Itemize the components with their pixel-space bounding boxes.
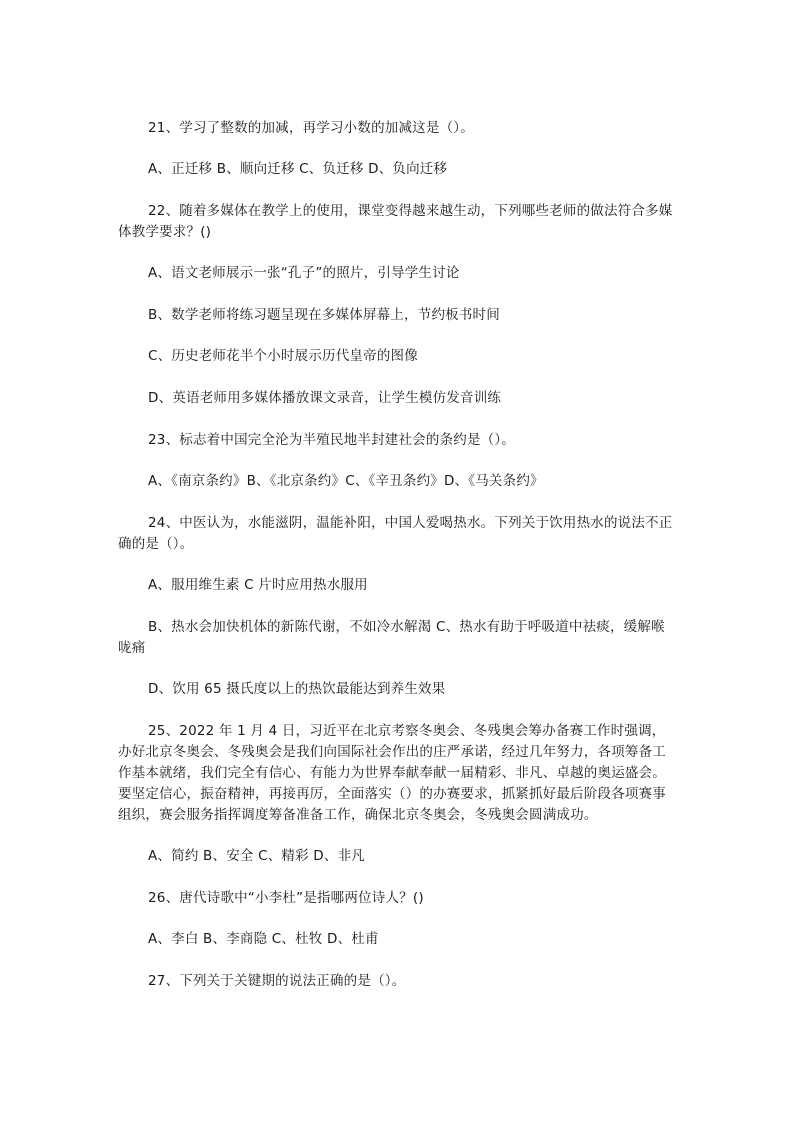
option-24-a: A、服用维生素 C 片时应用热水服用 (148, 577, 368, 593)
option-22-b: B、数学老师将练习题呈现在多媒体屏幕上，节约板书时间 (148, 307, 500, 323)
question-21: 21、学习了整数的加减，再学习小数的加减这是（）。 (148, 120, 474, 136)
options-21: A、正迁移 B、顺向迁移 C、负迁移 D、负向迁移 (148, 161, 448, 177)
question-25: 25、2022 年 1 月 4 日，习近平在北京考察冬奥会、冬残奥会筹办备赛工作时强调，办好北京冬奥会、冬残奥会是我们向国际社会作出的庄严承诺，经过几年努力，各项筹备工作基本就绪，我们完全有信心、有能力为世界奉献奉献一届精彩、非凡、卓越的奥运盛会。要坚定信心，振奋精神，再接再厉，全面落实（）的办赛要求，抓紧抓好最后阶段各项赛事组织，赛会服务指挥调度筹备准备工作，确保北京冬奥会，冬残奥会圆满成功。 (118, 723, 666, 823)
question-24: 24、中医认为，水能滋阴，温能补阳，中国人爱喝热水。下列关于饮用热水的说法不正确的是（）。 (118, 515, 673, 552)
question-22: 22、随着多媒体在教学上的使用，课堂变得越来越生动，下列哪些老师的做法符合多媒体教学要求？() (118, 203, 673, 240)
option-22-c: C、历史老师花半个小时展示历代皇帝的图像 (148, 348, 418, 364)
question-27: 27、下列关于关键期的说法正确的是（）。 (148, 973, 406, 989)
option-22-a: A、语文老师展示一张“孔子”的照片，引导学生讨论 (148, 265, 460, 281)
option-24-d: D、饮用 65 摄氏度以上的热饮最能达到养生效果 (148, 681, 446, 697)
options-26: A、李白 B、李商隐 C、杜牧 D、杜甫 (148, 931, 379, 947)
question-23: 23、标志着中国完全沦为半殖民地半封建社会的条约是（）。 (148, 432, 516, 448)
options-23: A、《南京条约》B、《北京条约》C、《辛丑条约》D、《马关条约》 (148, 473, 544, 489)
option-24-bc: B、热水会加快机体的新陈代谢，不如冷水解渴 C、热水有助于呼吸道中祛痰，缓解喉咙痛 (118, 619, 665, 656)
options-25: A、简约 B、安全 C、精彩 D、非凡 (148, 848, 365, 864)
question-26: 26、唐代诗歌中“小李杜”是指哪两位诗人？() (148, 890, 424, 906)
option-22-d: D、英语老师用多媒体播放课文录音，让学生模仿发音训练 (148, 390, 502, 406)
